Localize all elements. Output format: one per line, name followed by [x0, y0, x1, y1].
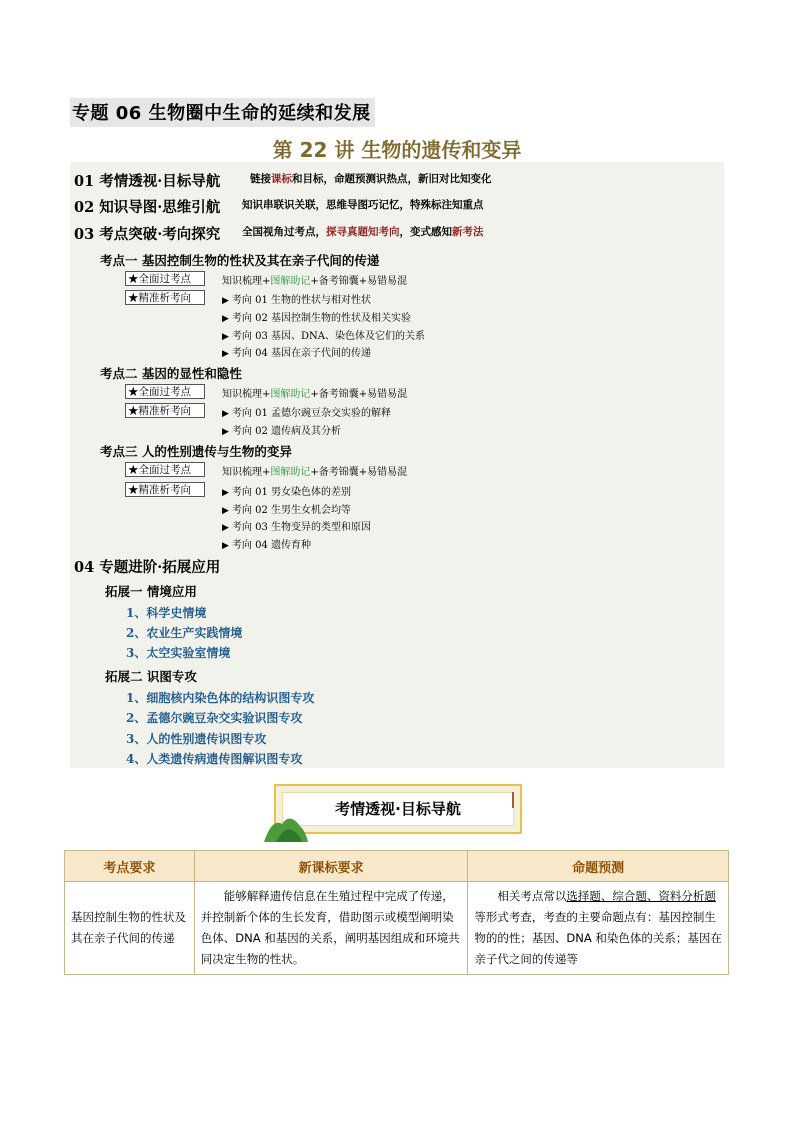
knowledge-line: [222, 272, 407, 287]
direction-label: 考向 02 基因控制生物的性状及相关实验: [231, 313, 412, 324]
direction-item: [222, 422, 341, 437]
desc-part: 和目标，命题预测识热点，新旧对比知变化: [292, 173, 492, 185]
toc-section-02-desc: [242, 197, 484, 212]
triangle-icon: ▶: [222, 427, 229, 437]
banner-accent: [512, 792, 514, 808]
banner-label: 考情透视·目标导航: [282, 792, 514, 826]
desc-part-red: 课标: [271, 173, 292, 185]
badge-full: ★全面过考点: [125, 384, 205, 399]
prediction-prefix: 相关考点常以: [497, 889, 567, 903]
desc-part-red: 探寻真题知考向: [326, 226, 400, 238]
kaodian-1-title: 考点一 基因控制生物的性状及其在亲子代间的传递: [100, 253, 380, 268]
cell-prediction: [468, 882, 729, 975]
kl-a: 知识梳理+: [222, 389, 271, 400]
extension-item: 3、太空实验室情境: [126, 646, 231, 660]
direction-label: 考向 03 基因、DNA、染色体及它们的关系: [231, 331, 425, 342]
triangle-icon: ▶: [222, 314, 229, 324]
direction-label: 考向 03 生物变异的类型和原因: [231, 522, 372, 533]
kl-b: 图解助记: [270, 467, 311, 478]
badge-full: ★全面过考点: [125, 462, 205, 477]
badge-precise: ★精准析考向: [125, 290, 205, 305]
desc-part: 全国视角过考点，: [242, 226, 326, 238]
direction-item: [222, 404, 391, 419]
toc-section-03-desc: [242, 224, 484, 239]
kl-c: +备考锦囊+易错易混: [310, 389, 408, 400]
prediction-suffix: 等形式考查，考查的主要命题点有：基因控制生物的的性；基因、DNA 和染色体的关系；基因在亲子代之间的传递等: [474, 910, 722, 966]
prediction-underlined: 选择题、综合题、资料分析题: [566, 889, 716, 903]
desc-part: ，变式感知: [399, 226, 452, 238]
table-header-row: [65, 851, 729, 882]
triangle-icon: ▶: [222, 296, 229, 306]
triangle-icon: ▶: [222, 349, 229, 359]
desc-part: 知识串联识关联，思维导图巧记忆，特殊标注知重点: [242, 199, 484, 211]
direction-item: [222, 309, 411, 324]
direction-item: [222, 483, 351, 498]
extension-2-title: 拓展二 识图专攻: [105, 669, 197, 684]
header-standard: 新课标要求: [194, 851, 468, 882]
direction-item: [222, 536, 311, 551]
extension-item: 2、农业生产实践情境: [126, 626, 243, 640]
kl-b: 图解助记: [270, 389, 311, 400]
toc-section-03: 03 考点突破·考向探究: [74, 226, 221, 243]
direction-label: 考向 02 遗传病及其分析: [231, 426, 342, 437]
knowledge-line: [222, 463, 407, 478]
header-prediction: 命题预测: [468, 851, 729, 882]
extension-item: 4、人类遗传病遗传图解识图专攻: [126, 752, 303, 766]
direction-item: [222, 518, 371, 533]
toc-panel: [70, 162, 724, 768]
table-row: [65, 882, 729, 975]
cell-requirement: 基因控制生物的性状及其在亲子代间的传递: [65, 882, 195, 975]
direction-item: [222, 327, 425, 342]
extension-1-title: 拓展一 情境应用: [105, 584, 197, 599]
knowledge-line: [222, 385, 407, 400]
desc-part: 链接: [250, 173, 271, 185]
direction-item: [222, 501, 351, 516]
toc-section-02: 02 知识导图·思维引航: [74, 199, 221, 216]
direction-item: [222, 291, 371, 306]
triangle-icon: ▶: [222, 541, 229, 551]
direction-label: 考向 01 生物的性状与相对性状: [231, 295, 372, 306]
section-banner: [274, 784, 522, 834]
extension-item: 1、科学史情境: [126, 606, 207, 620]
extension-item: 3、人的性别遗传识图专攻: [126, 732, 267, 746]
kaodian-2-title: 考点二 基因的显性和隐性: [100, 366, 242, 381]
kl-c: +备考锦囊+易错易混: [310, 467, 408, 478]
triangle-icon: ▶: [222, 332, 229, 342]
direction-label: 考向 01 孟德尔豌豆杂交实验的解释: [231, 408, 392, 419]
kl-a: 知识梳理+: [222, 467, 271, 478]
triangle-icon: ▶: [222, 523, 229, 533]
direction-item: [222, 344, 371, 359]
kl-c: +备考锦囊+易错易混: [310, 276, 408, 287]
toc-section-01-desc: [250, 171, 492, 186]
lecture-title: 第 22 讲 生物的遗传和变异: [272, 138, 522, 162]
kl-a: 知识梳理+: [222, 276, 271, 287]
desc-part-red: 新考法: [452, 226, 484, 238]
cell-standard: 能够解释遗传信息在生殖过程中完成了传递，并控制新个体的生长发育，借助图示或模型阐明染色体、DNA 和基因的关系，阐明基因组成和环境共同决定生物的性状。: [194, 882, 468, 975]
hill-icon: [262, 812, 308, 842]
extension-item: 1、细胞核内染色体的结构识图专攻: [126, 691, 315, 705]
toc-section-01: 01 考情透视·目标导航: [74, 173, 221, 190]
badge-precise: ★精准析考向: [125, 482, 205, 497]
triangle-icon: ▶: [222, 488, 229, 498]
kaodian-3-title: 考点三 人的性别遗传与生物的变异: [100, 444, 292, 459]
direction-label: 考向 02 生男生女机会均等: [231, 505, 352, 516]
toc-section-04: 04 专题进阶·拓展应用: [74, 559, 221, 576]
direction-label: 考向 04 遗传育种: [231, 540, 312, 551]
triangle-icon: ▶: [222, 409, 229, 419]
direction-label: 考向 01 男女染色体的差别: [231, 487, 352, 498]
triangle-icon: ▶: [222, 506, 229, 516]
badge-precise: ★精准析考向: [125, 403, 205, 418]
direction-label: 考向 04 基因在亲子代间的传递: [231, 348, 372, 359]
kl-b: 图解助记: [270, 276, 311, 287]
topic-heading: 专题 06 生物圈中生命的延续和发展: [70, 98, 375, 127]
requirement-table: [64, 850, 729, 975]
badge-full: ★全面过考点: [125, 271, 205, 286]
header-kaodian: 考点要求: [65, 851, 195, 882]
extension-item: 2、孟德尔豌豆杂交实验识图专攻: [126, 711, 303, 725]
